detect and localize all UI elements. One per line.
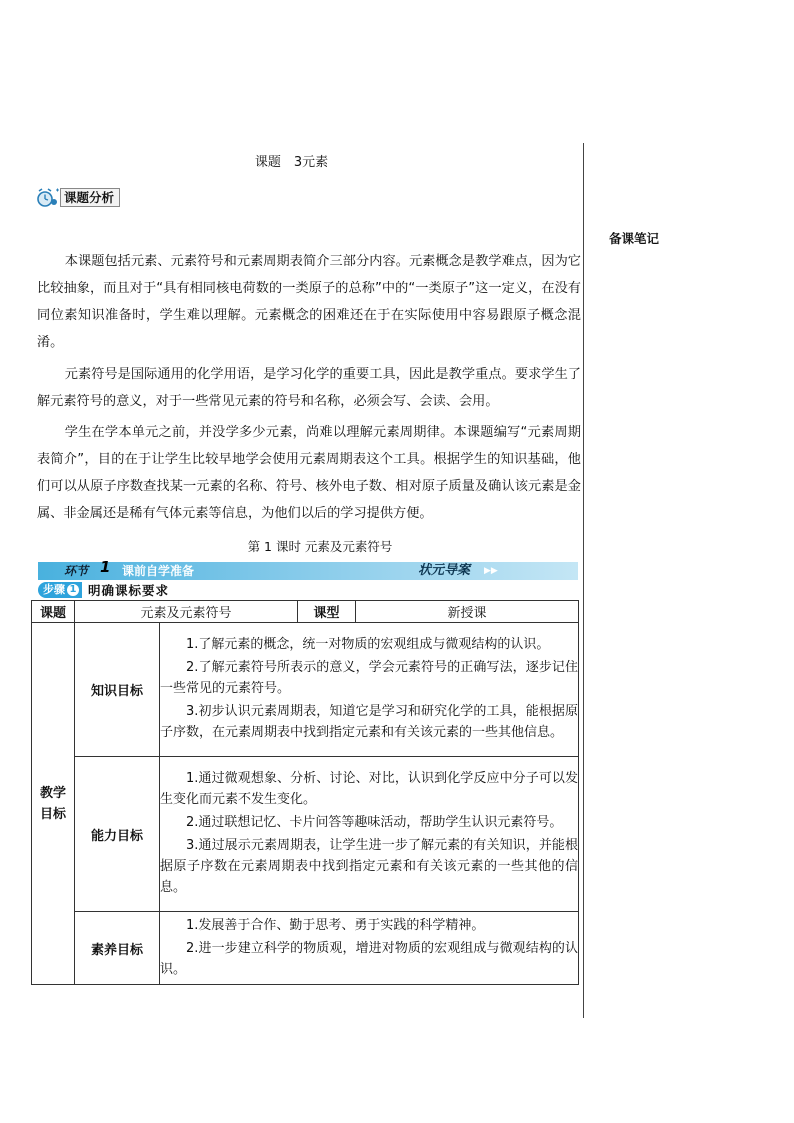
goal-items [160,912,579,985]
step-badge [38,582,82,598]
category-ability: 能力目标 [75,757,160,912]
goal-item: 1.发展善于合作、勤于思考、勇于实践的科学精神。 [186,917,485,933]
header-type: 课型 [298,601,356,623]
table-row [32,623,579,757]
side-note-label: 备课笔记 [609,231,660,246]
intro-paragraph: 学生在学本单元之前，并没学多少元素，尚难以理解元素周期律。本课题编写“元素周期表简介”，目的在于让学生比较早地学会使用元素周期表这个工具。根据学生的知识基础，他们可以从原子序数查找某一元素的名称、符号、核外电子数、相对原子质量及确认该元素是金属、非金属还是稀有气体元素等信息，为他们以后的学习提供方便。 [37,425,581,521]
step-label: 明确课标要求 [88,583,170,598]
segment-label: 环节 [64,564,89,578]
section-badge [36,187,120,207]
intro-paragraph: 本课题包括元素、元素符号和元素周期表简介三部分内容。元素概念是教学难点，因为它比较抽象，而且对于“具有相同核电荷数的一类原子的总称”中的“一类原子”这一定义，在没有同位素知识准备时，学生难以理解。元素概念的困难还在于在实际使用中容易跟原子概念混淆。 [37,254,581,350]
goal-item: 2.通过联想记忆、卡片问答等趣味活动，帮助学生认识元素符号。 [186,815,563,830]
segment-number: 1 [100,558,111,576]
table-row [32,601,579,623]
section-label: 课题分析 [60,188,120,207]
intro-paragraph: 元素符号是国际通用的化学用语，是学习化学的重要工具，因此是教学重点。要求学生了解元素符号的意义，对于一些常见元素的符号和名称，必须会写、会读、会用。 [37,367,581,409]
intro-text [37,248,581,532]
goals-group-line: 目标 [39,806,66,822]
goal-item: 2.进一步建立科学的物质观，增进对物质的宏观组成与微观结构的认识。 [160,940,579,977]
goal-item: 3.初步认识元素周期表，知道它是学习和研究化学的工具，能根据原子序数，在元素周期表中找到指定元素和有关该元素的一些其他信息。 [160,704,579,740]
goal-items [160,757,579,912]
margin-divider [583,143,584,1018]
step-badge-label: 步骤 [43,583,65,596]
segment-banner [38,558,578,580]
guide-logo: 状元导案 [418,563,471,578]
goal-item: 1.通过微观想象、分析、讨论、对比，认识到化学反应中分子可以发生变化而元素不发生变化。 [160,771,579,807]
header-topic: 课题 [32,601,75,623]
step-heading [38,582,169,598]
goal-item: 2.了解元素符号所表示的意义，学会元素符号的正确写法，逐步记住一些常见的元素符号。 [160,660,579,696]
alarm-clock-icon [36,187,62,207]
goal-item: 3.通过展示元素周期表，让学生进一步了解元素的有关知识，并能根据原子序数在元素周期表中找到指定元素和有关该元素的一些其他的信息。 [160,838,579,895]
goal-item: 1.了解元素的概念，统一对物质的宏观组成与微观结构的认识。 [186,637,550,652]
category-literacy: 素养目标 [75,912,160,985]
step-number: 1 [67,584,79,596]
goals-group-line: 教学 [39,785,66,801]
table-row [32,757,579,912]
double-arrow-icon: ▶▶ [484,566,498,576]
type-value: 新授课 [356,601,579,623]
goal-items [160,623,579,757]
lesson-title: 第 1 课时 元素及元素符号 [247,539,393,554]
phase-label: 课前自学准备 [122,564,195,578]
table-row [32,912,579,985]
teaching-goals-table [31,600,579,985]
goals-group-label [32,623,75,985]
page-title: 课题 3元素 [254,155,329,170]
category-knowledge: 知识目标 [75,623,160,757]
topic-value: 元素及元素符号 [75,601,298,623]
